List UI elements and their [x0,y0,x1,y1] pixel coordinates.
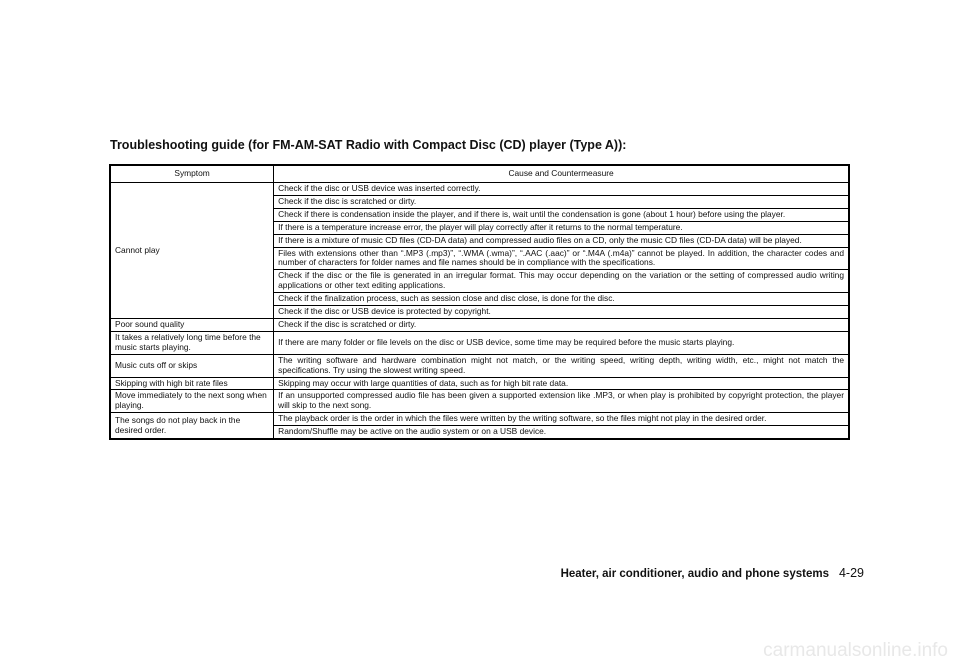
watermark: carmanualsonline.info [763,640,948,661]
countermeasure-cell: Check if the disc or the file is generated in an irregular format. This may occur depending on the variation or the setting of compressed audio writing applications or other text editing applications. [274,270,849,293]
symptom-cell: The songs do not play back in the desired order. [110,413,274,439]
table-row [110,318,849,331]
table-row [110,183,849,196]
countermeasure-cell: If an unsupported compressed audio file has been given a supported extension like .MP3, or when play is prohibited by copyright protection, the player will skip to the next song. [274,390,849,413]
troubleshooting-table [109,164,850,440]
countermeasure-cell: Check if the disc is scratched or dirty. [274,318,849,331]
symptom-column-header: Symptom [110,165,274,183]
symptom-cell: Move immediately to the next song when playing. [110,390,274,413]
page-footer [561,566,864,580]
symptom-cell: Music cuts off or skips [110,354,274,377]
table-row [110,354,849,377]
countermeasure-cell: Check if the disc or USB device is protected by copyright. [274,306,849,319]
countermeasure-cell: If there is a temperature increase error, the player will play correctly after it returns to the normal temperature. [274,221,849,234]
countermeasure-cell: Skipping may occur with large quantities of data, such as for high bit rate data. [274,377,849,390]
countermeasure-cell: Check if the disc is scratched or dirty. [274,195,849,208]
countermeasure-cell: If there is a mixture of music CD files (CD-DA data) and compressed audio files on a CD, only the music CD files (CD-DA data) will be played. [274,234,849,247]
table-row [110,377,849,390]
table-row [110,413,849,426]
table-body [110,183,849,440]
countermeasure-cell: Check if there is condensation inside the player, and if there is, wait until the condensation is gone (about 1 hour) before using the player. [274,208,849,221]
section-heading: Troubleshooting guide (for FM-AM-SAT Radio with Compact Disc (CD) player (Type A)): [110,138,627,152]
symptom-cell: Poor sound quality [110,318,274,331]
page-number: 4-29 [838,566,864,580]
countermeasure-cell: If there are many folder or file levels on the disc or USB device, some time may be required before the music starts playing. [274,331,849,354]
countermeasure-cell: Check if the disc or USB device was inserted correctly. [274,183,849,196]
footer-section-title: Heater, air conditioner, audio and phone systems [560,568,829,580]
countermeasure-cell: The writing software and hardware combination might not match, or the writing speed, writing depth, writing width, etc., might not match the specifications. Try using the slowest writing speed. [274,354,849,377]
symptom-cell: Skipping with high bit rate files [110,377,274,390]
countermeasure-cell: Check if the finalization process, such as session close and disc close, is done for the disc. [274,293,849,306]
countermeasure-cell: Files with extensions other than “.MP3 (.mp3)”, “.WMA (.wma)”, “.AAC (.aac)” or “.M4A (.m4a)” cannot be played. In addition, the character codes and number of characters for folder names and file names should be in compliance with the specifications. [274,247,849,270]
countermeasure-cell: The playback order is the order in which the files were written by the writing software, so the files might not play in the desired order. [274,413,849,426]
table-header-row [110,165,849,183]
countermeasure-cell: Random/Shuffle may be active on the audio system or on a USB device. [274,426,849,439]
table-row [110,331,849,354]
symptom-cell: Cannot play [110,183,274,319]
cause-column-header: Cause and Countermeasure [274,165,849,183]
table-row [110,390,849,413]
symptom-cell: It takes a relatively long time before the music starts playing. [110,331,274,354]
